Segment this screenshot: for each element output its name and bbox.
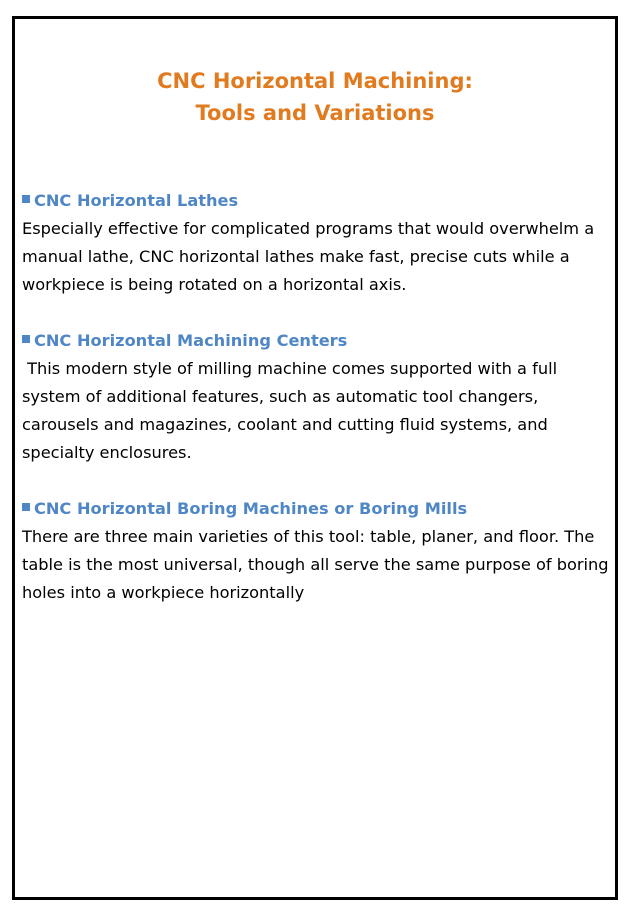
- page-frame: [12, 16, 618, 900]
- section-machining-centers: [22, 327, 614, 467]
- square-bullet-icon: [22, 503, 30, 511]
- section-heading: [22, 495, 614, 523]
- section-heading: [22, 187, 614, 215]
- title-line-1: CNC Horizontal Machining:: [157, 69, 473, 93]
- section-heading-text: CNC Horizontal Lathes: [34, 191, 239, 210]
- section-heading-text: CNC Horizontal Machining Centers: [34, 331, 348, 350]
- square-bullet-icon: [22, 195, 30, 203]
- section-heading-text: CNC Horizontal Boring Machines or Boring Mills: [34, 499, 468, 518]
- section-body: There are three main varieties of this tool: table, planer, and floor. The table is the most universal, though all serve the same purpose of boring holes into a workpiece horizontally: [22, 527, 609, 602]
- section-horizontal-lathes: [22, 187, 614, 299]
- section-heading: [22, 327, 614, 355]
- section-body: This modern style of milling machine comes supported with a full system of additional features, such as automatic tool changers, carousels and magazines, coolant and cutting fluid systems, and specialty enclosures.: [22, 359, 563, 462]
- content-body: [22, 187, 614, 635]
- section-body: Especially effective for complicated programs that would overwhelm a manual lathe, CNC horizontal lathes make fast, precise cuts while a workpiece is being rotated on a horizontal axis.: [22, 219, 595, 294]
- section-boring-machines: [22, 495, 614, 607]
- title-line-2: Tools and Variations: [195, 101, 435, 125]
- square-bullet-icon: [22, 335, 30, 343]
- page-title: [15, 65, 615, 129]
